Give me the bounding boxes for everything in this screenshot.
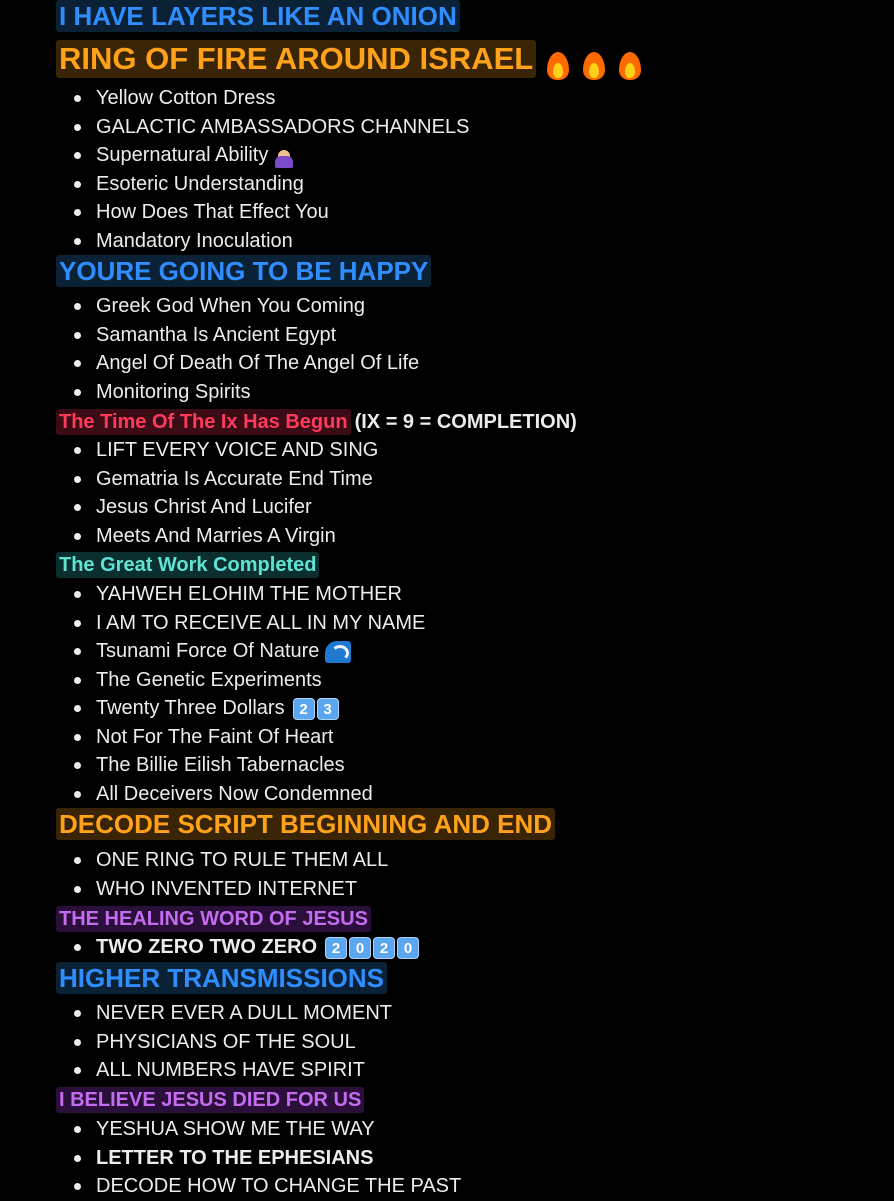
list-item: I AM TO RECEIVE ALL IN MY NAME (0, 609, 425, 638)
list-item: LIFT EVERY VOICE AND SING (0, 436, 378, 465)
mage-icon (274, 144, 294, 168)
list-item: Jesus Christ And Lucifer (0, 493, 378, 522)
heading-suffix: (IX = 9 = COMPLETION) (354, 411, 577, 433)
fire-icon (616, 48, 644, 82)
fire-icon (544, 48, 572, 82)
bullet-list-ring-of-fire (0, 84, 469, 255)
list-item: NEVER EVER A DULL MOMENT (0, 999, 392, 1028)
keycap-digit: 0 (397, 937, 419, 959)
keycap-digit: 2 (293, 698, 315, 720)
bullet-list-healing-word (0, 933, 419, 962)
list-item: How Does That Effect You (0, 198, 469, 227)
list-item: The Billie Eilish Tabernacles (0, 751, 425, 780)
list-item: Greek God When You Coming (0, 292, 419, 321)
bullet-list-higher-transmissions (0, 999, 392, 1085)
list-item: Supernatural Ability (0, 141, 469, 170)
bullet-list-believe-jesus (0, 1115, 461, 1201)
bullet-list-time-of-ix (0, 436, 378, 550)
list-item: ALL NUMBERS HAVE SPIRIT (0, 1056, 392, 1085)
list-item: The Genetic Experiments (0, 666, 425, 695)
fire-icon (580, 48, 608, 82)
list-item: YAHWEH ELOHIM THE MOTHER (0, 580, 425, 609)
bullet-list-decode-script (0, 846, 388, 903)
keycap-digit: 2 (373, 937, 395, 959)
list-item: DECODE HOW TO CHANGE THE PAST (0, 1172, 461, 1201)
list-item: GALACTIC AMBASSADORS CHANNELS (0, 113, 469, 142)
list-item: Not For The Faint Of Heart (0, 723, 425, 752)
keycap-digit: 2 (325, 937, 347, 959)
list-item: Monitoring Spirits (0, 378, 419, 407)
list-item: TWO ZERO TWO ZERO 2 0 2 0 (0, 933, 419, 962)
list-item: Meets And Marries A Virgin (0, 522, 378, 551)
list-item: WHO INVENTED INTERNET (0, 875, 388, 904)
wave-icon (325, 641, 351, 663)
list-item: Samantha Is Ancient Egypt (0, 321, 419, 350)
list-item: LETTER TO THE EPHESIANS (0, 1144, 461, 1173)
keycap-digit: 3 (317, 698, 339, 720)
list-item: ONE RING TO RULE THEM ALL (0, 846, 388, 875)
list-item: YESHUA SHOW ME THE WAY (0, 1115, 461, 1144)
list-item: Tsunami Force Of Nature (0, 637, 425, 666)
keycap-number (291, 695, 339, 723)
bullet-list-great-work (0, 580, 425, 808)
list-item: Mandatory Inoculation (0, 227, 469, 256)
list-item: Angel Of Death Of The Angel Of Life (0, 349, 419, 378)
bullet-list-going-to-be-happy (0, 292, 419, 406)
keycap-digit: 0 (349, 937, 371, 959)
fire-emoji-group (544, 48, 652, 82)
keycap-number (323, 934, 419, 962)
list-item: All Deceivers Now Condemned (0, 780, 425, 809)
list-item: Twenty Three Dollars 2 3 (0, 694, 425, 723)
list-item: Yellow Cotton Dress (0, 84, 469, 113)
list-item: Esoteric Understanding (0, 170, 469, 199)
list-item: Gematria Is Accurate End Time (0, 465, 378, 494)
list-item: PHYSICIANS OF THE SOUL (0, 1028, 392, 1057)
